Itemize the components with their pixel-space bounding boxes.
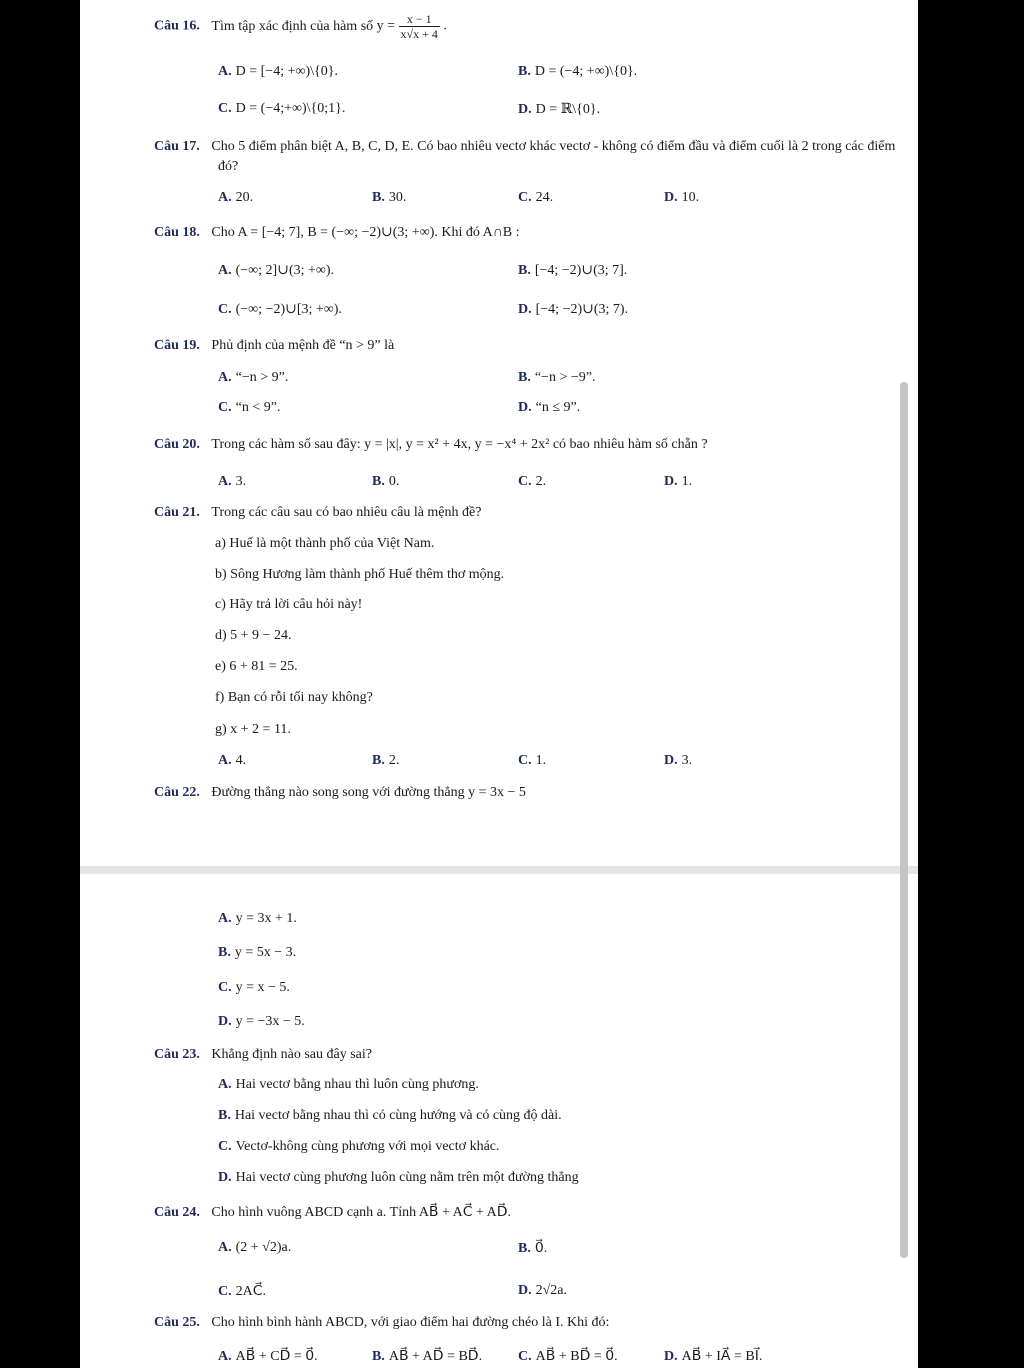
statement-g: g) x + 2 = 11. — [215, 722, 291, 737]
option-letter: B. — [372, 474, 385, 489]
option-d[interactable] — [664, 190, 699, 206]
option-text: 0⃗. — [534, 1241, 548, 1256]
option-a[interactable] — [218, 1348, 318, 1365]
fraction-denominator: x√x + 4 — [400, 27, 438, 41]
option-d[interactable] — [518, 301, 628, 318]
option-c[interactable] — [218, 980, 290, 996]
option-b[interactable] — [218, 1108, 562, 1124]
option-text: y = 3x + 1. — [235, 911, 297, 926]
option-a[interactable] — [218, 1077, 479, 1093]
option-text: y = −3x − 5. — [235, 1014, 305, 1029]
option-c[interactable] — [218, 1283, 266, 1300]
option-letter: A. — [218, 263, 232, 278]
option-d[interactable] — [664, 753, 692, 769]
question-text: Khẳng định nào sau đây sai? — [211, 1047, 372, 1062]
question-25 — [154, 1315, 854, 1331]
statement-c: c) Hãy trả lời câu hỏi này! — [215, 597, 363, 612]
option-b[interactable] — [518, 262, 627, 279]
option-letter: A. — [218, 911, 232, 926]
option-text: y = 5x − 3. — [234, 945, 297, 960]
option-b[interactable] — [372, 1348, 482, 1365]
option-a[interactable] — [218, 190, 253, 206]
question-label: Câu 20. — [154, 437, 200, 452]
option-letter: A. — [218, 474, 232, 489]
option-text: D = [−4; +∞)\{0}. — [235, 64, 338, 79]
question-text: Đường thẳng nào song song với đường thẳng y = 3x − 5 — [211, 785, 526, 800]
option-c[interactable] — [518, 190, 553, 206]
option-letter: C. — [218, 400, 232, 415]
option-text: Hai vectơ cùng phương luôn cùng nằm trên một đường thẳng — [235, 1170, 579, 1185]
option-c[interactable] — [218, 1139, 500, 1155]
option-d[interactable] — [218, 1014, 305, 1030]
option-text: 20. — [235, 190, 254, 205]
option-d[interactable] — [664, 474, 692, 490]
statement-f: f) Bạn có rỗi tối nay không? — [215, 690, 373, 705]
vertical-scrollbar[interactable] — [900, 382, 908, 1258]
option-letter: A. — [218, 1349, 232, 1364]
option-a[interactable] — [218, 474, 246, 490]
option-letter: B. — [518, 1241, 531, 1256]
question-22 — [154, 785, 854, 801]
option-letter: B. — [518, 64, 531, 79]
option-c[interactable] — [218, 400, 280, 416]
option-letter: A. — [218, 1077, 232, 1092]
fraction-numerator: x − 1 — [399, 12, 440, 27]
option-letter: C. — [518, 753, 532, 768]
question-text: Phủ định của mệnh đề “n > 9” là — [211, 338, 395, 353]
question-label: Câu 17. — [154, 139, 200, 154]
option-letter: B. — [372, 1349, 385, 1364]
option-letter: B. — [372, 190, 385, 205]
option-c[interactable] — [518, 1348, 618, 1365]
option-letter: D. — [218, 1014, 232, 1029]
option-text: Hai vectơ bằng nhau thì luôn cùng phương. — [235, 1077, 479, 1092]
option-text: AB⃗ + IA⃗ = BI⃗. — [681, 1349, 763, 1364]
option-text: 2AC⃗. — [235, 1284, 267, 1299]
question-label: Câu 22. — [154, 785, 200, 800]
question-label: Câu 24. — [154, 1205, 200, 1220]
question-20 — [154, 437, 854, 453]
option-letter: A. — [218, 1240, 232, 1255]
option-a[interactable] — [218, 64, 338, 80]
option-letter: B. — [218, 945, 231, 960]
question-tail: . — [443, 18, 447, 34]
question-text: Trong các hàm số sau đây: y = |x|, y = x² + 4x, y = −x⁴ + 2x² có bao nhiêu hàm số chẵn ? — [211, 437, 708, 452]
option-letter: A. — [218, 64, 232, 79]
option-c[interactable] — [218, 301, 342, 318]
question-24 — [154, 1204, 854, 1221]
option-a[interactable] — [218, 753, 246, 769]
option-text: 1. — [681, 474, 693, 489]
question-label: Câu 23. — [154, 1047, 200, 1062]
option-text: AB⃗ + BD⃗ = 0⃗. — [535, 1349, 618, 1364]
statement-e: e) 6 + 81 = 25. — [215, 659, 298, 674]
option-text: 3. — [235, 474, 247, 489]
question-19 — [154, 338, 854, 354]
formula-lhs: y = — [376, 18, 396, 34]
statement-a: a) Huế là một thành phố của Việt Nam. — [215, 536, 435, 551]
option-letter: D. — [518, 302, 532, 317]
option-c[interactable] — [218, 101, 345, 117]
question-17 — [154, 137, 918, 177]
question-text: Cho hình bình hành ABCD, với giao điểm hai đường chéo là I. Khi đó: — [211, 1315, 610, 1330]
question-text: Cho hình vuông ABCD cạnh a. Tính AB⃗ + AC⃗ + AD⃗. — [211, 1205, 512, 1220]
option-text: “n < 9”. — [235, 400, 281, 415]
option-letter: B. — [372, 753, 385, 768]
page-separator — [80, 866, 918, 874]
option-text: “−n > −9”. — [534, 370, 596, 385]
option-c[interactable] — [518, 474, 546, 490]
option-a[interactable] — [218, 1240, 291, 1256]
option-letter: C. — [518, 474, 532, 489]
question-text: Trong các câu sau có bao nhiêu câu là mệnh đề? — [211, 505, 482, 520]
option-letter: C. — [218, 1284, 232, 1299]
option-d[interactable] — [518, 101, 600, 118]
option-text: [−4; −2)∪(3; 7). — [535, 302, 629, 317]
option-text: 30. — [388, 190, 407, 205]
question-label: Câu 16. — [154, 18, 200, 34]
option-a[interactable] — [218, 911, 297, 927]
option-text: 0. — [388, 474, 400, 489]
option-letter: A. — [218, 753, 232, 768]
option-letter: D. — [218, 1170, 232, 1185]
question-18 — [154, 224, 854, 241]
option-text: D = (−4; +∞)\{0}. — [534, 64, 638, 79]
option-letter: B. — [518, 370, 531, 385]
question-text: Cho 5 điểm phân biệt A, B, C, D, E. Có bao nhiêu vectơ khác vectơ - không có điểm đầu và điểm cuối là 2 trong các điểm đó? — [211, 139, 896, 174]
option-b[interactable] — [372, 753, 399, 769]
option-letter: B. — [218, 1108, 231, 1123]
option-b[interactable] — [372, 474, 399, 490]
option-b[interactable] — [218, 945, 296, 961]
option-text: AB⃗ + AD⃗ = BD⃗. — [388, 1349, 483, 1364]
question-21 — [154, 505, 854, 521]
option-b[interactable] — [518, 370, 595, 386]
option-a[interactable] — [218, 370, 288, 386]
option-letter: D. — [518, 102, 532, 117]
option-text: (2 + √2)a. — [235, 1240, 292, 1255]
option-letter: C. — [518, 1349, 532, 1364]
option-letter: A. — [218, 370, 232, 385]
option-text: Hai vectơ bằng nhau thì có cùng hướng và có cùng độ dài. — [234, 1108, 562, 1123]
option-d[interactable] — [664, 1348, 762, 1365]
statement-b: b) Sông Hương làm thành phố Huế thêm thơ mộng. — [215, 567, 505, 582]
option-text: (−∞; 2]∪(3; +∞). — [235, 263, 335, 278]
option-text: 2√2a. — [535, 1283, 568, 1298]
statement-d: d) 5 + 9 − 24. — [215, 628, 292, 643]
option-b[interactable] — [518, 64, 637, 80]
question-label: Câu 25. — [154, 1315, 200, 1330]
option-letter: D. — [518, 1283, 532, 1298]
question-label: Câu 18. — [154, 225, 200, 240]
option-text: “n ≤ 9”. — [535, 400, 581, 415]
question-16 — [154, 12, 854, 41]
option-b[interactable] — [518, 1240, 547, 1257]
fraction — [399, 12, 440, 41]
option-text: “−n > 9”. — [235, 370, 289, 385]
option-letter: D. — [664, 190, 678, 205]
option-letter: D. — [664, 474, 678, 489]
option-d[interactable] — [518, 1283, 567, 1299]
option-text: (−∞; −2)∪[3; +∞). — [235, 302, 342, 317]
option-a[interactable] — [218, 262, 334, 279]
question-label: Câu 19. — [154, 338, 200, 353]
option-text: 3. — [681, 753, 693, 768]
option-text: 24. — [535, 190, 554, 205]
option-text: [−4; −2)∪(3; 7]. — [534, 263, 628, 278]
exam-page — [80, 0, 918, 1368]
option-letter: C. — [218, 302, 232, 317]
option-text: 4. — [235, 753, 247, 768]
option-letter: A. — [218, 190, 232, 205]
option-letter: C. — [218, 1139, 232, 1154]
option-c[interactable] — [518, 753, 546, 769]
option-d[interactable] — [518, 400, 580, 416]
option-letter: D. — [664, 1349, 678, 1364]
option-letter: C. — [218, 101, 232, 116]
question-23 — [154, 1047, 854, 1063]
option-text: 2. — [535, 474, 547, 489]
option-text: 10. — [681, 190, 700, 205]
option-letter: C. — [518, 190, 532, 205]
option-b[interactable] — [372, 190, 406, 206]
option-text: y = x − 5. — [235, 980, 290, 995]
question-label: Câu 21. — [154, 505, 200, 520]
option-text: 1. — [535, 753, 547, 768]
option-letter: D. — [664, 753, 678, 768]
option-text: D = ℝ\{0}. — [535, 102, 601, 117]
option-text: Vectơ-không cùng phương với mọi vectơ khác. — [235, 1139, 500, 1154]
option-letter: C. — [218, 980, 232, 995]
option-d[interactable] — [218, 1170, 579, 1186]
question-text: Tìm tập xác định của hàm số — [211, 18, 374, 34]
option-text: D = (−4;+∞)\{0;1}. — [235, 101, 346, 116]
option-text: 2. — [388, 753, 400, 768]
option-text: AB⃗ + CD⃗ = 0⃗. — [235, 1349, 318, 1364]
question-text: Cho A = [−4; 7], B = (−∞; −2)∪(3; +∞). Khi đó A∩B : — [211, 225, 520, 240]
option-letter: B. — [518, 263, 531, 278]
option-letter: D. — [518, 400, 532, 415]
